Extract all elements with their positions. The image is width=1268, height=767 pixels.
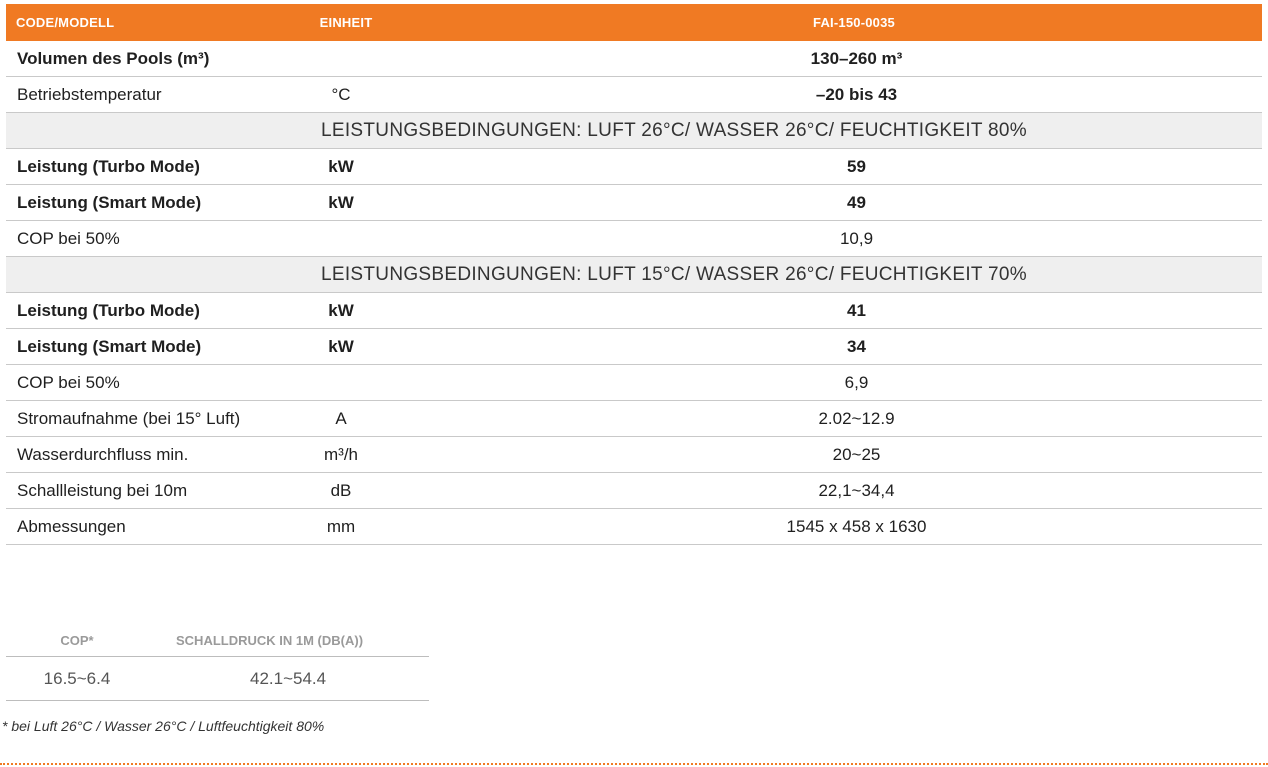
row-unit: A <box>335 408 347 428</box>
row-label: Schallleistung bei 10m <box>17 480 188 500</box>
row-value: 130–260 m³ <box>810 48 903 68</box>
header-sound-pressure: SCHALLDRUCK IN 1M (DB(A)) <box>176 632 364 648</box>
table-row <box>6 185 1262 221</box>
row-unit: kW <box>328 336 354 356</box>
table-row <box>6 149 1262 185</box>
table-row <box>6 437 1262 473</box>
table-row <box>6 401 1262 437</box>
row-label: Leistung (Turbo Mode) <box>17 156 200 176</box>
header-model-code: FAI-150-0035 <box>813 15 895 30</box>
row-unit: kW <box>328 192 354 212</box>
table-row <box>6 221 1262 257</box>
spec-table <box>6 4 1262 545</box>
row-label: Leistung (Turbo Mode) <box>17 300 200 320</box>
table-row <box>6 293 1262 329</box>
dotted-divider <box>0 763 1268 765</box>
row-label: Leistung (Smart Mode) <box>17 192 202 212</box>
table-header <box>6 4 1262 41</box>
cop-value: 16.5~6.4 <box>43 668 111 688</box>
row-label: Wasserdurchfluss min. <box>17 444 189 464</box>
row-value: 6,9 <box>844 372 869 392</box>
row-label: Leistung (Smart Mode) <box>17 336 202 356</box>
sound-pressure-value: 42.1~54.4 <box>250 668 327 688</box>
cop-table-header <box>6 624 429 657</box>
row-value: 34 <box>847 336 866 356</box>
row-unit: m³/h <box>324 444 358 464</box>
row-unit: °C <box>331 84 351 104</box>
table-row <box>6 77 1262 113</box>
row-value: 22,1~34,4 <box>818 480 895 500</box>
table-row <box>6 657 429 701</box>
row-unit: dB <box>330 480 352 500</box>
row-unit: kW <box>328 156 354 176</box>
table-row <box>6 509 1262 545</box>
row-value: 20~25 <box>832 444 881 464</box>
table-row <box>6 365 1262 401</box>
header-code-model: CODE/MODELL <box>16 15 115 30</box>
row-value: –20 bis 43 <box>815 84 898 104</box>
row-label: Abmessungen <box>17 516 126 536</box>
cop-sound-table <box>6 624 429 701</box>
header-unit: EINHEIT <box>319 15 373 30</box>
table-row <box>6 473 1262 509</box>
header-cop: COP* <box>60 632 94 648</box>
table-row <box>6 329 1262 365</box>
row-value: 59 <box>847 156 866 176</box>
row-value: 2.02~12.9 <box>818 408 895 428</box>
row-label: Stromaufnahme (bei 15° Luft) <box>17 408 241 428</box>
row-value: 49 <box>847 192 866 212</box>
row-unit: mm <box>326 516 356 536</box>
row-value: 41 <box>847 300 866 320</box>
condition-band-2: LEISTUNGSBEDINGUNGEN: LUFT 15°C/ WASSER 26°C/ FEUCHTIGKEIT 70% <box>6 257 1262 293</box>
row-label: Volumen des Pools (m³) <box>17 48 210 68</box>
row-value: 10,9 <box>839 228 874 248</box>
row-label: COP bei 50% <box>17 228 120 248</box>
condition-band-1: LEISTUNGSBEDINGUNGEN: LUFT 26°C/ WASSER 26°C/ FEUCHTIGKEIT 80% <box>6 113 1262 149</box>
row-label: COP bei 50% <box>17 372 120 392</box>
row-value: 1545 x 458 x 1630 <box>786 516 927 536</box>
footnote: * bei Luft 26°C / Wasser 26°C / Luftfeuchtigkeit 80% <box>2 718 325 734</box>
row-label: Betriebstemperatur <box>17 84 162 104</box>
table-row <box>6 41 1262 77</box>
row-unit: kW <box>328 300 354 320</box>
